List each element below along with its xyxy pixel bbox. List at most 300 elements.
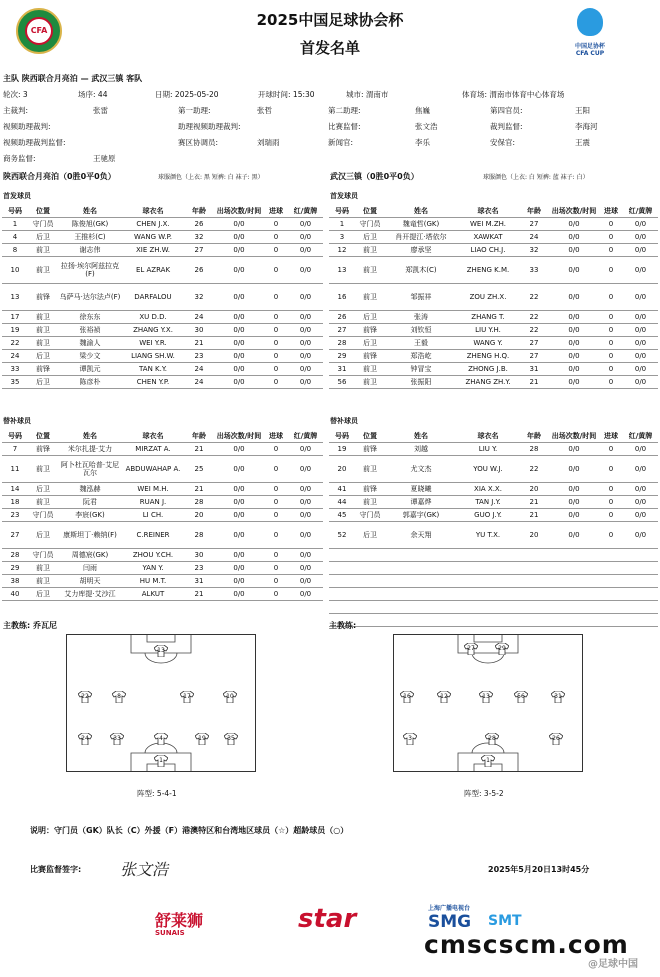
player-jersey	[154, 755, 168, 767]
player-row	[329, 243, 658, 256]
jersey-number: 35	[227, 735, 235, 742]
player-cell: 0/0	[623, 256, 658, 283]
player-cell: ZHOU Y.CH.	[122, 548, 184, 561]
player-cell: 31	[184, 574, 214, 587]
player-row	[2, 323, 323, 336]
player-cell: 0	[264, 362, 288, 375]
player-cell: 尤文杰	[385, 455, 457, 482]
player-cell: 0/0	[288, 455, 323, 482]
player-cell: 0/0	[214, 482, 264, 495]
player-cell: 13	[329, 256, 355, 283]
jersey-number: 13	[157, 647, 165, 654]
player-cell: 张裕祯	[58, 323, 122, 336]
player-cell: 0/0	[214, 375, 264, 388]
official-label: 商务监督:	[3, 154, 36, 163]
official-value: 王震	[575, 138, 590, 147]
table-header	[329, 430, 658, 442]
home-coach: 主教练: 乔瓦尼	[3, 621, 57, 630]
jersey-number: 10	[226, 693, 234, 700]
player-cell: ZHANG T.	[457, 310, 519, 323]
player-jersey	[551, 691, 565, 703]
player-cell: TAN J.Y.	[457, 495, 519, 508]
player-cell: DARFALOU	[122, 283, 184, 310]
player-cell: 阿卜杜瓦哈普·艾尼瓦尔	[58, 455, 122, 482]
player-cell: 0/0	[214, 256, 264, 283]
player-cell: 0/0	[288, 349, 323, 362]
cup-name: 中国足协杯	[574, 43, 605, 50]
player-cell: XU D.D.	[122, 310, 184, 323]
player-cell: 前锋	[355, 442, 385, 455]
column-header: 进球	[604, 206, 618, 215]
player-row	[329, 442, 658, 455]
player-cell: 0/0	[288, 508, 323, 521]
player-cell: 0/0	[549, 243, 599, 256]
official-label: 比赛监督:	[328, 122, 361, 131]
player-cell: 0/0	[288, 574, 323, 587]
official-value: 王驰原	[93, 154, 116, 163]
column-header: 红/黄牌	[628, 206, 653, 215]
player-jersey	[514, 691, 528, 703]
player-row	[2, 455, 323, 482]
legend-note: 说明：守门员（GK）队长（C）外援（F）港澳特区和台湾地区球员（☆）超龄球员（○）	[30, 826, 349, 835]
column-header: 号码	[8, 431, 22, 440]
official-label: 第四官员:	[490, 106, 523, 115]
player-row	[329, 310, 658, 323]
jersey-number: 22	[81, 693, 89, 700]
player-cell: 0	[599, 336, 623, 349]
player-cell: 23	[184, 561, 214, 574]
player-cell: 0/0	[549, 217, 599, 230]
player-row	[2, 243, 323, 256]
player-cell: 阮君	[58, 495, 122, 508]
player-cell: 0/0	[549, 521, 599, 548]
player-row	[2, 587, 323, 600]
player-cell: 35	[2, 375, 28, 388]
player-row	[2, 548, 323, 561]
player-cell: 闫雨	[58, 561, 122, 574]
player-jersey	[403, 733, 417, 745]
player-cell: 0/0	[549, 455, 599, 482]
player-cell: 0/0	[623, 230, 658, 243]
player-cell: 0/0	[549, 310, 599, 323]
player-cell: LIU Y.	[457, 442, 519, 455]
player-cell: 29	[329, 349, 355, 362]
player-cell: 魏竜哲(GK)	[385, 217, 457, 230]
player-cell: 33	[519, 256, 549, 283]
player-row	[329, 455, 658, 482]
official-label: 第二助理:	[328, 106, 361, 115]
player-cell: 守门员	[28, 217, 58, 230]
player-cell: 前卫	[355, 256, 385, 283]
player-cell: TAN K.Y.	[122, 362, 184, 375]
player-cell: 0/0	[214, 243, 264, 256]
player-cell: MIRZAT A.	[122, 442, 184, 455]
column-header: 姓名	[83, 206, 97, 215]
player-cell: 0/0	[288, 283, 323, 310]
player-cell: 前卫	[28, 455, 58, 482]
home-formation: 阵型: 5-4-1	[137, 789, 177, 798]
player-cell: 0	[599, 495, 623, 508]
away-starters-label: 首发球员	[330, 192, 358, 200]
player-cell: 0/0	[214, 574, 264, 587]
player-cell: 前卫	[28, 336, 58, 349]
player-cell: 0/0	[288, 362, 323, 375]
column-header: 进球	[269, 206, 283, 215]
player-cell: 0/0	[549, 323, 599, 336]
player-jersey	[481, 755, 495, 767]
player-cell: 夏晓曦	[385, 482, 457, 495]
player-cell: 0	[599, 375, 623, 388]
player-cell: 张振阳	[385, 375, 457, 388]
player-cell: 前卫	[355, 362, 385, 375]
player-cell: 米尔扎提·艾力	[58, 442, 122, 455]
player-cell: 0/0	[623, 362, 658, 375]
player-cell: 郑浩屹	[385, 349, 457, 362]
player-cell: 0/0	[549, 362, 599, 375]
player-cell: 0	[599, 508, 623, 521]
player-row	[329, 283, 658, 310]
player-cell: 前卫	[28, 310, 58, 323]
player-cell: 45	[329, 508, 355, 521]
player-cell: 0/0	[623, 243, 658, 256]
player-cell: 魏泓赫	[58, 482, 122, 495]
player-cell: 后卫	[28, 587, 58, 600]
player-cell: 谢志伟	[58, 243, 122, 256]
player-cell: 前卫	[28, 495, 58, 508]
player-cell: 守门员	[355, 508, 385, 521]
player-cell: 24	[184, 375, 214, 388]
player-cell: 0	[264, 256, 288, 283]
player-row	[2, 283, 323, 310]
player-row	[329, 495, 658, 508]
home-starters-table	[2, 205, 323, 389]
player-cell: 0	[599, 256, 623, 283]
player-cell: 0	[599, 349, 623, 362]
player-cell: 郑凯木(C)	[385, 256, 457, 283]
player-cell: 32	[184, 283, 214, 310]
away-formation-pitch	[393, 634, 583, 772]
player-cell: 0	[599, 217, 623, 230]
player-cell: XIA X.X.	[457, 482, 519, 495]
player-cell: 0/0	[288, 495, 323, 508]
player-cell: 廖承坚	[385, 243, 457, 256]
player-cell: 后卫	[355, 521, 385, 548]
player-jersey	[78, 691, 92, 703]
player-cell: 0/0	[214, 455, 264, 482]
official-label: 视频助理裁判:	[3, 122, 51, 131]
player-cell: 钟冒宝	[385, 362, 457, 375]
player-cell: 0/0	[288, 521, 323, 548]
official-label: 第一助理:	[178, 106, 211, 115]
jersey-number: 4	[159, 735, 163, 742]
player-cell: 刘越	[385, 442, 457, 455]
player-cell: 0/0	[214, 283, 264, 310]
player-row	[329, 521, 658, 548]
player-row	[2, 495, 323, 508]
player-cell: 27	[519, 217, 549, 230]
cfa-crest-text: CFA	[25, 17, 53, 45]
jersey-number: 19	[198, 735, 206, 742]
player-row	[2, 230, 323, 243]
player-cell: 0/0	[214, 548, 264, 561]
player-cell: 22	[519, 455, 549, 482]
player-cell: 32	[184, 230, 214, 243]
column-header: 红/黄牌	[628, 431, 653, 440]
player-cell: 周德宸(GK)	[58, 548, 122, 561]
player-cell: 0/0	[288, 587, 323, 600]
player-cell: 40	[2, 587, 28, 600]
player-cell: 0/0	[623, 349, 658, 362]
watermark: cmscscm.com	[424, 930, 629, 959]
player-cell: 0	[264, 283, 288, 310]
player-row	[329, 256, 658, 283]
jersey-number: 24	[81, 735, 89, 742]
player-cell: 21	[184, 336, 214, 349]
player-cell: 0	[264, 243, 288, 256]
player-cell: CHEN Y.P.	[122, 375, 184, 388]
player-cell: 3	[329, 230, 355, 243]
jersey-number: 26	[552, 735, 560, 742]
player-cell: 0/0	[288, 230, 323, 243]
player-cell: 康斯坦丁·赖纳(F)	[58, 521, 122, 548]
player-cell: 前锋	[355, 349, 385, 362]
date-info: 日期: 2025-05-20	[155, 90, 219, 99]
player-row	[329, 362, 658, 375]
player-cell: EL AZRAK	[122, 256, 184, 283]
player-cell: 肖开提江·塔依尔	[385, 230, 457, 243]
player-cell: 0/0	[549, 442, 599, 455]
player-cell: ZHONG J.B.	[457, 362, 519, 375]
player-cell: 0/0	[214, 336, 264, 349]
player-cell: 陈俊旭(GK)	[58, 217, 122, 230]
player-cell: 0/0	[214, 495, 264, 508]
signature: 张文浩	[120, 860, 169, 879]
player-cell: 后卫	[28, 349, 58, 362]
player-cell: ZHANG ZH.Y.	[457, 375, 519, 388]
player-cell: 0/0	[623, 495, 658, 508]
game-info: 场序: 44	[78, 90, 108, 99]
player-jersey	[549, 733, 563, 745]
column-header: 年龄	[527, 431, 541, 440]
jersey-number: 31	[554, 693, 562, 700]
player-cell: GUO J.Y.	[457, 508, 519, 521]
column-header: 红/黄牌	[293, 431, 318, 440]
player-cell: 0/0	[288, 323, 323, 336]
player-cell: 31	[329, 362, 355, 375]
player-cell: 后卫	[28, 521, 58, 548]
player-cell: 19	[2, 323, 28, 336]
player-cell: 21	[184, 442, 214, 455]
player-cell: 前锋	[355, 323, 385, 336]
player-jersey	[180, 691, 194, 703]
player-cell: 0/0	[214, 508, 264, 521]
column-header: 红/黄牌	[293, 206, 318, 215]
player-row	[2, 521, 323, 548]
table-header	[2, 205, 323, 217]
watermark-2: @足球中国	[588, 959, 638, 970]
player-cell: 0/0	[214, 442, 264, 455]
player-cell: 24	[519, 230, 549, 243]
player-cell: 27	[519, 336, 549, 349]
column-header: 位置	[363, 206, 377, 215]
official-label: 裁判监督:	[490, 122, 523, 131]
player-cell: 谭嘉烨	[385, 495, 457, 508]
official-label: 主裁判:	[3, 106, 29, 115]
player-cell: LI CH.	[122, 508, 184, 521]
smg-top: 上海广播电视台	[428, 905, 471, 912]
player-cell: 0/0	[623, 375, 658, 388]
player-cell: 26	[184, 217, 214, 230]
player-cell: 前卫	[28, 561, 58, 574]
jersey-number: 28	[488, 735, 496, 742]
column-header: 出场次数/时间	[216, 206, 262, 215]
player-cell: 21	[184, 482, 214, 495]
player-cell: XIE ZH.W.	[122, 243, 184, 256]
player-jersey	[485, 733, 499, 745]
player-cell: 24	[2, 349, 28, 362]
official-value: 焦巍	[415, 106, 430, 115]
player-cell: 0/0	[549, 283, 599, 310]
player-cell: 前卫	[28, 256, 58, 283]
player-cell: 守门员	[28, 508, 58, 521]
player-cell: 后卫	[355, 310, 385, 323]
player-cell: XAWKAT	[457, 230, 519, 243]
player-cell: 7	[2, 442, 28, 455]
player-cell: 0	[599, 310, 623, 323]
player-cell: 前卫	[355, 455, 385, 482]
player-cell: 32	[519, 243, 549, 256]
player-cell: 0/0	[623, 442, 658, 455]
player-cell: ZOU ZH.X.	[457, 283, 519, 310]
player-cell: 0	[599, 521, 623, 548]
player-cell: 0	[264, 574, 288, 587]
official-value: 张雷	[93, 106, 108, 115]
player-cell: 0/0	[214, 230, 264, 243]
player-cell: 0/0	[288, 561, 323, 574]
home-starters-label: 首发球员	[3, 192, 31, 200]
player-cell: 0/0	[549, 495, 599, 508]
home-team-name: 陕西联合月亮泊（0胜0平0负）	[3, 172, 116, 181]
player-cell: HU M.T.	[122, 574, 184, 587]
player-cell: 16	[329, 283, 355, 310]
player-cell: 27	[329, 323, 355, 336]
player-cell: 13	[2, 283, 28, 310]
column-header: 姓名	[83, 431, 97, 440]
player-jersey	[479, 691, 493, 703]
page-title: 2025中国足球协会杯	[256, 11, 404, 29]
player-cell: 0	[599, 362, 623, 375]
player-jersey	[78, 733, 92, 745]
player-cell: 1	[329, 217, 355, 230]
player-cell: 20	[329, 455, 355, 482]
player-cell: 0/0	[623, 508, 658, 521]
empty-row	[329, 561, 658, 574]
player-cell: 0/0	[623, 455, 658, 482]
player-cell: 0/0	[214, 349, 264, 362]
player-cell: 0	[599, 283, 623, 310]
player-cell: 邹振祥	[385, 283, 457, 310]
player-cell: ZHENG H.Q.	[457, 349, 519, 362]
player-cell: 后卫	[28, 230, 58, 243]
official-value: 刘瑞雨	[257, 138, 280, 147]
home-subs-table	[2, 430, 323, 601]
player-cell: 0/0	[623, 336, 658, 349]
player-cell: 31	[519, 362, 549, 375]
player-cell: 前卫	[355, 375, 385, 388]
player-cell: 0	[264, 482, 288, 495]
player-cell: 0/0	[288, 375, 323, 388]
player-cell: 0	[264, 230, 288, 243]
player-jersey	[224, 733, 238, 745]
player-cell: 乌萨马·达尔法卢(F)	[58, 283, 122, 310]
player-cell: 52	[329, 521, 355, 548]
player-cell: LIU Y.H.	[457, 323, 519, 336]
column-header: 位置	[363, 431, 377, 440]
player-jersey	[154, 645, 168, 657]
player-cell: YU T.X.	[457, 521, 519, 548]
column-header: 出场次数/时间	[216, 431, 262, 440]
player-cell: ZHANG Y.X.	[122, 323, 184, 336]
empty-row	[329, 548, 658, 561]
player-cell: 前锋	[28, 283, 58, 310]
player-cell: 0/0	[214, 521, 264, 548]
player-cell: 38	[2, 574, 28, 587]
player-cell: 0/0	[549, 336, 599, 349]
player-cell: 24	[184, 310, 214, 323]
empty-row	[329, 587, 658, 600]
jersey-number: 27	[467, 645, 475, 652]
player-cell: 22	[2, 336, 28, 349]
player-cell: 谭凯元	[58, 362, 122, 375]
player-cell: 0/0	[288, 482, 323, 495]
jersey-number: 3	[408, 735, 412, 742]
player-row	[329, 375, 658, 388]
player-cell: 12	[329, 243, 355, 256]
smt-logo: SMT	[488, 913, 522, 929]
player-jersey	[110, 733, 124, 745]
player-cell: 0	[264, 521, 288, 548]
player-cell: 后卫	[28, 375, 58, 388]
venue-info: 体育场: 渭南市体育中心体育场	[462, 90, 565, 99]
player-cell: 魏渝人	[58, 336, 122, 349]
player-cell: 0	[264, 548, 288, 561]
player-row	[2, 310, 323, 323]
player-cell: 0/0	[214, 217, 264, 230]
player-cell: 23	[2, 508, 28, 521]
player-cell: 0/0	[214, 587, 264, 600]
player-cell: LIANG SH.W.	[122, 349, 184, 362]
player-cell: 0	[264, 495, 288, 508]
player-cell: 守门员	[355, 217, 385, 230]
player-row	[2, 561, 323, 574]
column-header: 位置	[36, 431, 50, 440]
player-cell: RUAN J.	[122, 495, 184, 508]
player-cell: 0	[264, 349, 288, 362]
player-cell: 28	[329, 336, 355, 349]
player-cell: 28	[184, 521, 214, 548]
player-cell: 22	[519, 323, 549, 336]
player-cell: 0/0	[623, 310, 658, 323]
away-kit: 球服颜色（上衣: 白 短裤: 蓝 袜子: 白）	[483, 174, 589, 181]
match-teams-line: 主队 陕西联合月亮泊 — 武汉三镇 客队	[3, 74, 143, 83]
player-cell: 前卫	[28, 323, 58, 336]
jersey-number: 8	[117, 693, 121, 700]
page-subtitle: 首发名单	[299, 39, 360, 57]
player-row	[2, 375, 323, 388]
player-cell: 前卫	[355, 243, 385, 256]
column-header: 姓名	[414, 431, 428, 440]
player-cell: WEI M.H.	[122, 482, 184, 495]
